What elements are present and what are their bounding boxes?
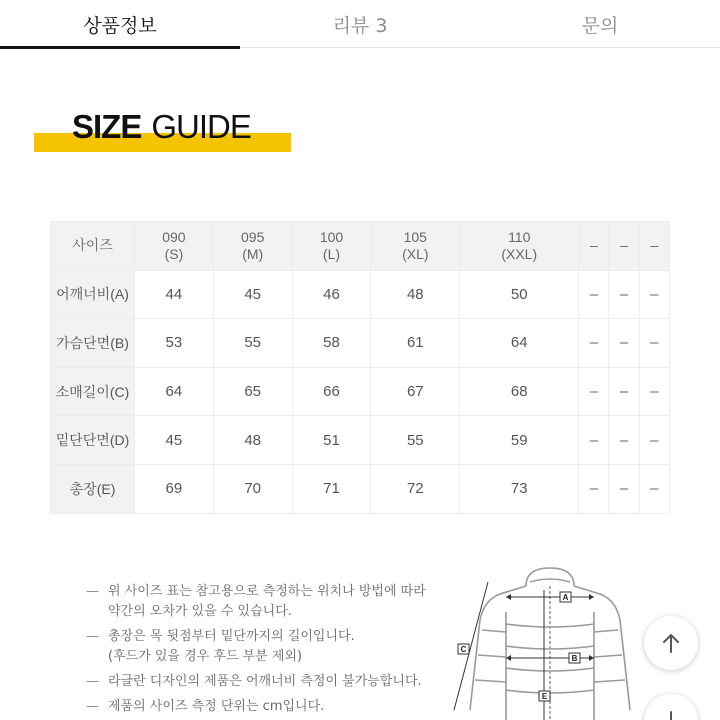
- size-header-label: 사이즈: [51, 222, 135, 271]
- scroll-to-top-button[interactable]: [644, 616, 698, 670]
- size-guide-heading: [34, 108, 304, 156]
- table-cell: –: [579, 367, 609, 416]
- table-row: [51, 270, 670, 319]
- size-column-header-empty: –: [609, 222, 639, 271]
- table-cell: 55: [213, 319, 292, 368]
- row-label: 어깨너비(A): [51, 270, 135, 319]
- size-number: 105: [403, 228, 427, 245]
- table-cell: –: [579, 319, 609, 368]
- size-number: 100: [319, 228, 344, 245]
- puffer-jacket-illustration: [448, 560, 638, 720]
- size-code: (XXL): [501, 245, 538, 262]
- table-cell: 58: [292, 319, 371, 368]
- size-column-header: [292, 222, 371, 271]
- size-guide-title: [72, 108, 251, 146]
- size-column-header: [135, 222, 214, 271]
- size-column-header: [371, 222, 460, 271]
- tab-product-info[interactable]: 상품정보: [0, 0, 240, 48]
- table-cell: 55: [371, 416, 460, 465]
- table-row: [51, 367, 670, 416]
- table-cell: 71: [292, 464, 371, 513]
- table-cell: 61: [371, 319, 460, 368]
- arrow-up-icon: [659, 631, 683, 655]
- table-cell: 67: [371, 367, 460, 416]
- note-line: 약간의 오차가 있을 수 있습니다.: [108, 604, 292, 619]
- note-line: 제품의 사이즈 측정 단위는 cm입니다.: [108, 699, 325, 714]
- table-row: [51, 464, 670, 513]
- table-row: [51, 319, 670, 368]
- table-cell: 53: [135, 319, 214, 368]
- table-cell: –: [639, 367, 669, 416]
- table-cell: 44: [135, 270, 214, 319]
- size-code: (M): [242, 245, 264, 262]
- table-cell: 72: [371, 464, 460, 513]
- row-label: 소매길이(C): [51, 367, 135, 416]
- size-column-header-empty: –: [639, 222, 669, 271]
- size-column-header: [460, 222, 579, 271]
- jacket-measurement-diagram: [448, 560, 638, 720]
- table-cell: –: [579, 464, 609, 513]
- table-cell: 68: [460, 367, 579, 416]
- table-cell: –: [639, 270, 669, 319]
- diagram-label-e: E: [541, 692, 548, 701]
- table-cell: –: [639, 416, 669, 465]
- note-item: [86, 582, 426, 622]
- row-label: 밑단단면(D): [51, 416, 135, 465]
- table-cell: 64: [460, 319, 579, 368]
- table-cell: 46: [292, 270, 371, 319]
- tab-inquiry[interactable]: 문의: [581, 14, 619, 37]
- scroll-to-bottom-button[interactable]: [644, 694, 698, 720]
- table-cell: 51: [292, 416, 371, 465]
- note-item: [86, 627, 426, 667]
- size-column-header-empty: –: [579, 222, 609, 271]
- table-cell: 48: [213, 416, 292, 465]
- table-cell: –: [639, 319, 669, 368]
- size-number: 090: [162, 228, 186, 245]
- row-label: 가슴단면(B): [51, 319, 135, 368]
- size-guide-title-word1: SIZE: [72, 108, 142, 145]
- table-cell: 70: [213, 464, 292, 513]
- size-notes: [86, 582, 426, 720]
- size-code: (XL): [402, 245, 429, 262]
- table-cell: 73: [460, 464, 579, 513]
- table-cell: –: [639, 464, 669, 513]
- arrow-down-icon: [659, 709, 683, 720]
- table-cell: 69: [135, 464, 214, 513]
- note-item: [86, 672, 426, 692]
- table-cell: 66: [292, 367, 371, 416]
- diagram-label-a: A: [562, 593, 569, 602]
- size-column-header: [213, 222, 292, 271]
- note-line: 총장은 목 뒷점부터 밑단까지의 길이입니다.: [108, 629, 355, 644]
- size-table: [50, 221, 670, 514]
- table-cell: –: [609, 319, 639, 368]
- table-cell: –: [579, 270, 609, 319]
- size-number: 110: [508, 228, 531, 245]
- size-number: 095: [241, 228, 265, 245]
- table-cell: –: [609, 416, 639, 465]
- size-code: (S): [164, 245, 184, 262]
- table-cell: –: [609, 367, 639, 416]
- note-line: (후드가 있을 경우 후드 부분 제외): [108, 649, 303, 664]
- row-label: 총장(E): [51, 464, 135, 513]
- table-cell: 45: [213, 270, 292, 319]
- table-cell: –: [609, 270, 639, 319]
- table-cell: –: [579, 416, 609, 465]
- table-cell: 48: [371, 270, 460, 319]
- diagram-label-c: C: [460, 645, 467, 654]
- table-row: [51, 416, 670, 465]
- note-item: [86, 697, 426, 717]
- tab-reviews[interactable]: 리뷰 3: [332, 14, 388, 37]
- table-cell: 50: [460, 270, 579, 319]
- note-line: 라글란 디자인의 제품은 어깨너비 측정이 불가능합니다.: [108, 674, 422, 689]
- size-guide-title-word2: GUIDE: [151, 108, 251, 145]
- table-cell: 59: [460, 416, 579, 465]
- size-table-header-row: [51, 222, 670, 271]
- size-code: (L): [322, 245, 341, 262]
- diagram-label-b: B: [571, 654, 578, 663]
- table-cell: 65: [213, 367, 292, 416]
- table-cell: 45: [135, 416, 214, 465]
- table-cell: –: [609, 464, 639, 513]
- tab-bar: [0, 0, 720, 48]
- note-line: 위 사이즈 표는 참고용으로 측정하는 위치나 방법에 따라: [108, 584, 426, 599]
- table-cell: 64: [135, 367, 214, 416]
